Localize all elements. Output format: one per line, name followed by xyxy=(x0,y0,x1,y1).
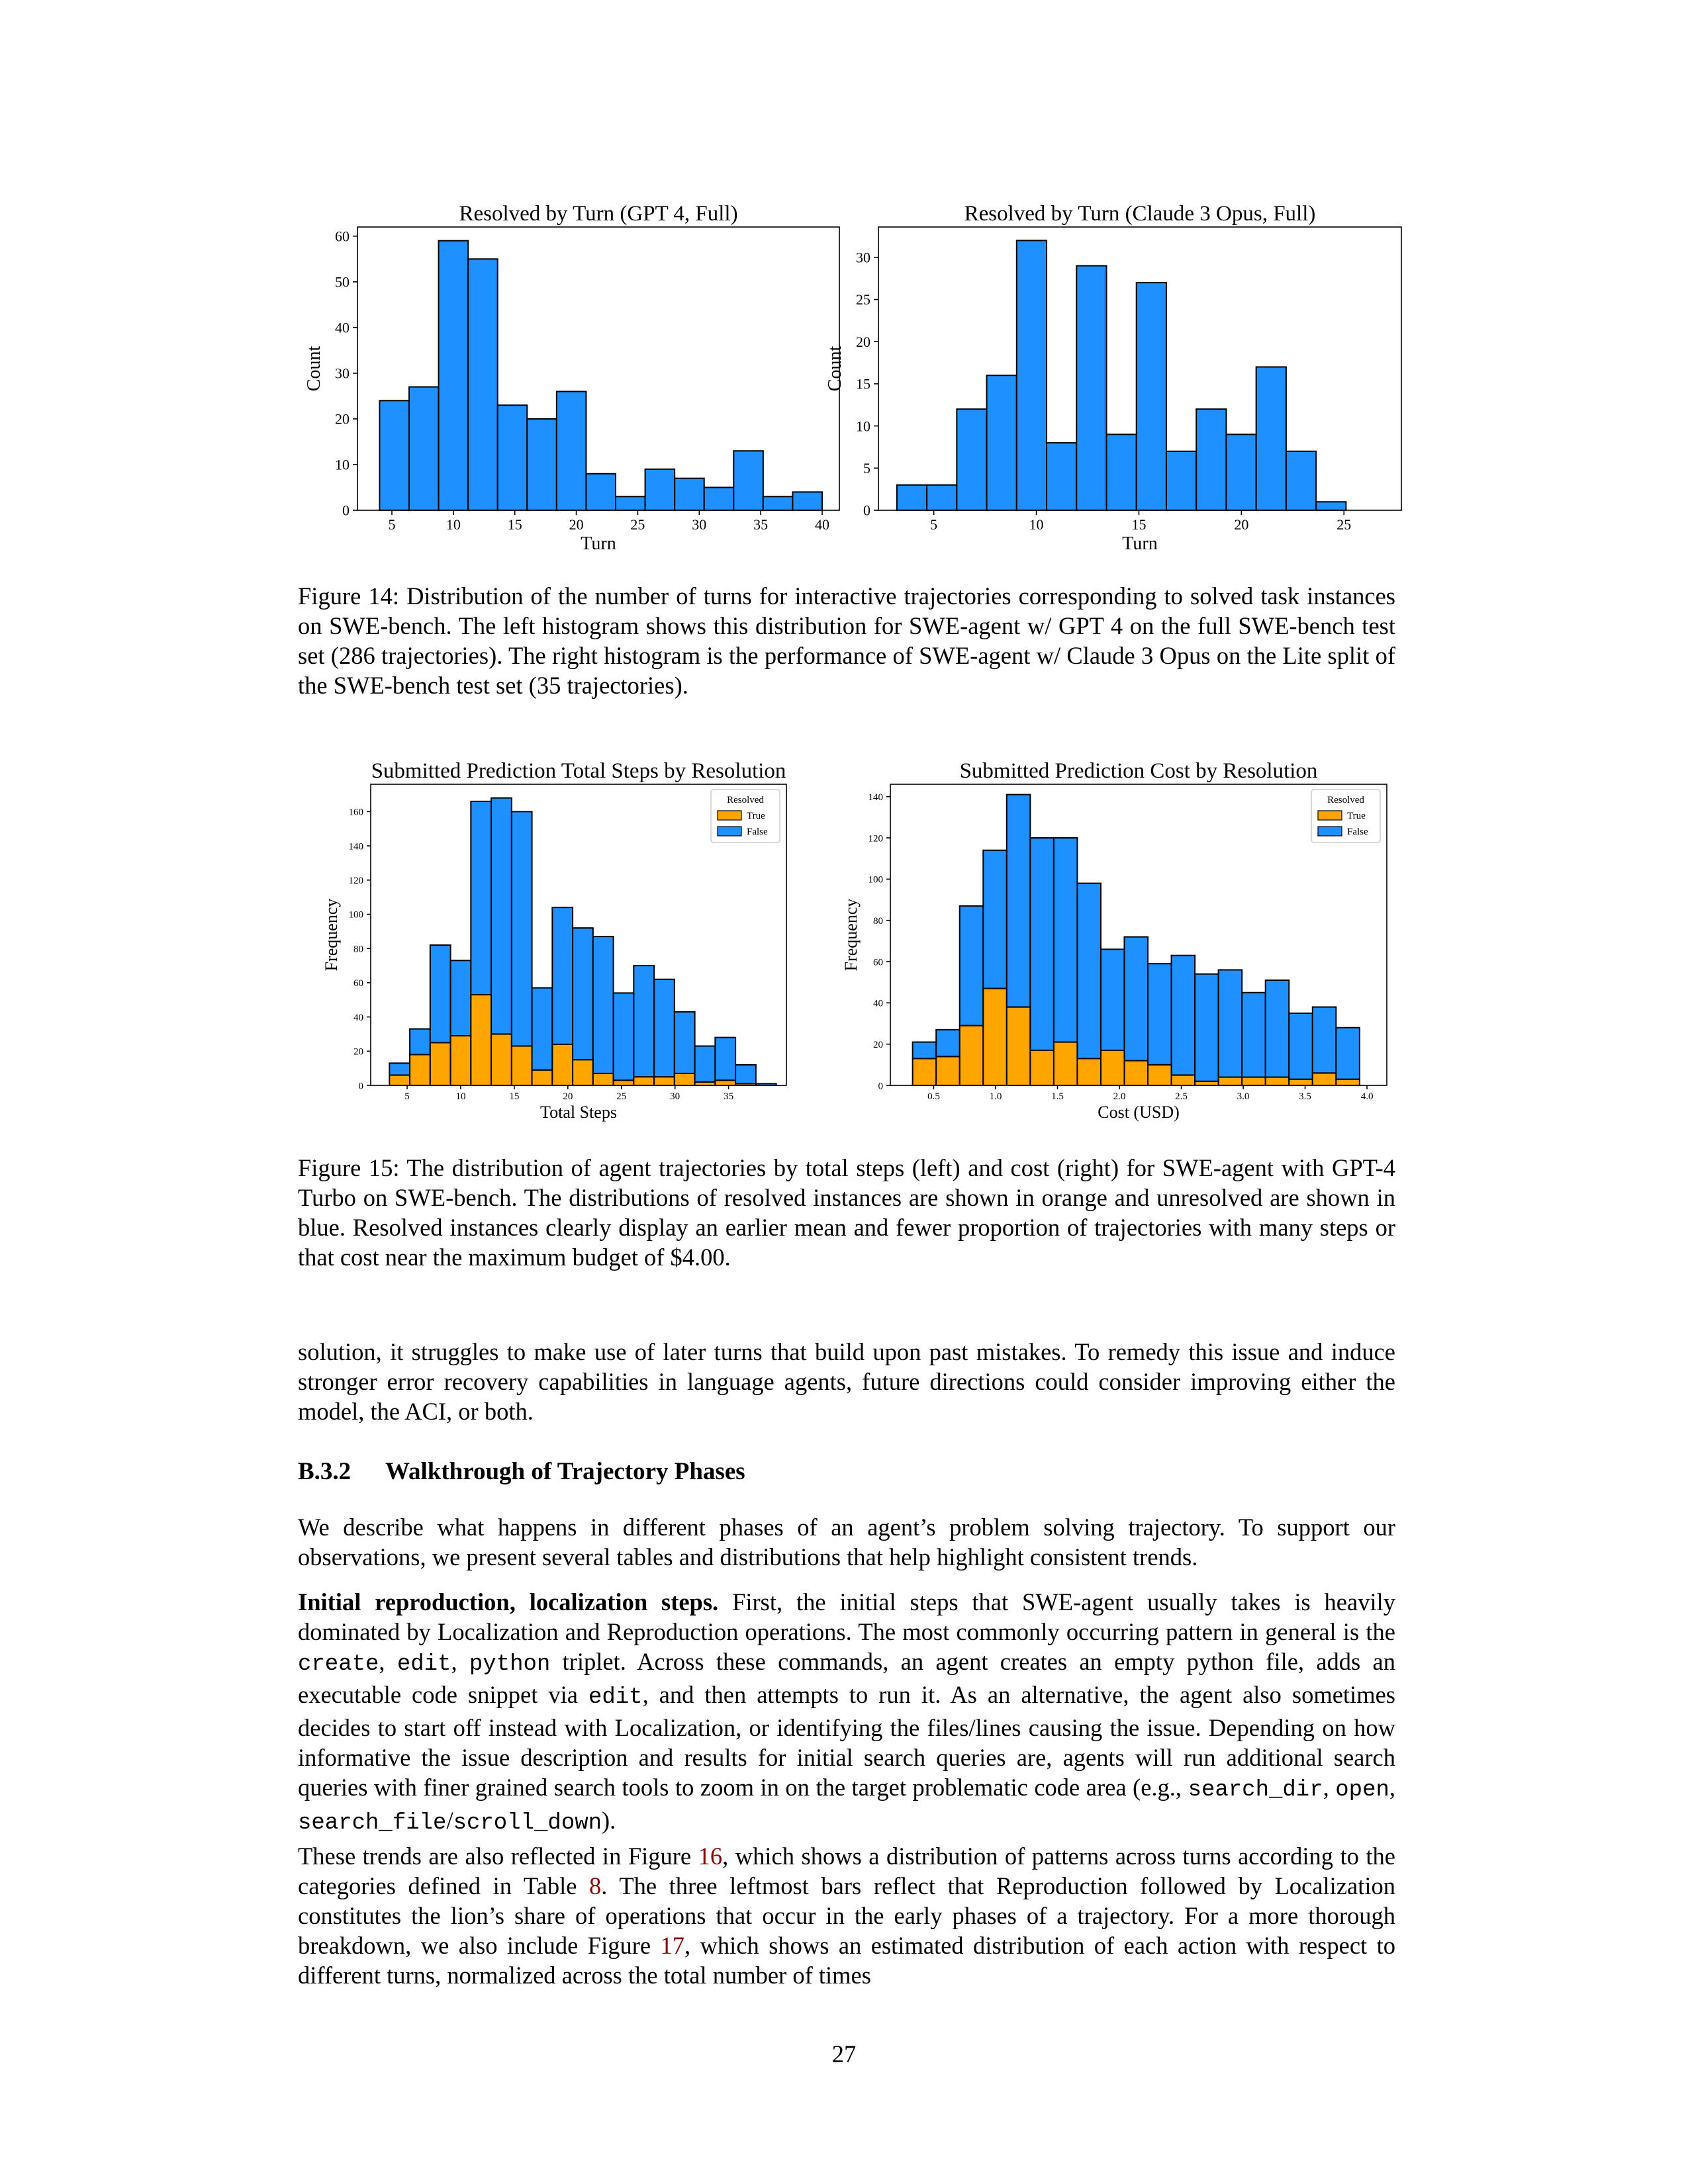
bar-resolved-true xyxy=(532,1070,553,1085)
x-tick-label: 3.0 xyxy=(1237,1091,1250,1102)
bar-resolved-false xyxy=(1007,795,1031,1007)
y-tick-label: 30 xyxy=(335,365,350,382)
bar-resolved-true xyxy=(936,1056,960,1085)
continuation-paragraph: solution, it struggles to make use of later turns that build upon past mistakes. To remedy this issue and induce stronger error recovery capabilities in language agents, future directions could consider improving either the model, the ACI, or both. xyxy=(298,1338,1395,1425)
bar-resolved-false xyxy=(1219,970,1243,1077)
chart-title: Resolved by Turn (Claude 3 Opus, Full) xyxy=(964,202,1316,226)
y-tick-label: 10 xyxy=(856,418,870,435)
bar-resolved-true xyxy=(1054,1042,1078,1085)
text-run: . The three leftmost bars reflect that Reproduction followed by Localization constitutes the lion’s share of operations that occur in the early phases of a trajectory. For a more thorough breakdown, we also include Figure xyxy=(298,1872,1395,1959)
bar-resolved-false xyxy=(715,1038,735,1081)
x-tick-label: 30 xyxy=(692,516,707,533)
bar-resolved-false xyxy=(960,906,984,1026)
x-tick-label: 20 xyxy=(1234,516,1249,533)
x-tick-label: 2.5 xyxy=(1175,1091,1188,1102)
x-tick-label: 1.5 xyxy=(1051,1091,1064,1102)
bar-resolved-true xyxy=(675,1073,695,1085)
text-run: , xyxy=(1323,1774,1336,1801)
bar-resolved-false xyxy=(1030,838,1054,1050)
histogram-bar xyxy=(792,492,822,510)
histogram-claude-turns xyxy=(825,195,1407,566)
histogram-bar xyxy=(409,387,439,510)
bar-resolved-true xyxy=(389,1075,410,1085)
bar-resolved-true xyxy=(913,1058,937,1085)
x-axis-label: Turn xyxy=(1122,533,1158,554)
y-tick-label: 50 xyxy=(335,273,350,291)
legend-swatch xyxy=(1318,811,1342,820)
histogram-cost xyxy=(831,748,1407,1145)
chart-title: Submitted Prediction Total Steps by Resolution xyxy=(371,759,786,783)
histogram-bar xyxy=(1196,409,1226,510)
bar-resolved-true xyxy=(573,1060,593,1085)
histogram-bar xyxy=(733,451,763,510)
text-run: , xyxy=(379,1648,397,1675)
y-tick-label: 80 xyxy=(873,915,883,927)
figure-15-right-chart xyxy=(831,748,1407,1145)
bar-resolved-false xyxy=(1313,1007,1336,1073)
bar-resolved-false xyxy=(1195,974,1219,1081)
bar-resolved-true xyxy=(715,1080,735,1085)
x-tick-label: 30 xyxy=(670,1091,680,1102)
bar-resolved-false xyxy=(1242,993,1266,1077)
section-heading xyxy=(298,1457,745,1486)
x-tick-label: 25 xyxy=(1336,516,1352,533)
trends-paragraph xyxy=(298,1841,1395,1990)
code-search-dir: search_dir xyxy=(1188,1778,1323,1803)
bar-resolved-true xyxy=(1148,1065,1172,1085)
legend-swatch xyxy=(718,827,741,836)
bar-resolved-true xyxy=(552,1044,573,1085)
legend-swatch xyxy=(718,811,741,820)
histogram-bar xyxy=(468,259,498,510)
figure-14-caption: Figure 14: Distribution of the number of turns for interactive trajectories corresponding to solved task instances on SWE-bench. The left histogram shows this distribution for SWE-agent w/ GPT 4 on the full SWE-bench test set (286 trajectories). The right histogram is the performance of SWE-agent w/ Claude 3 Opus on the Lite split of the SWE-bench test set (35 trajectories). xyxy=(298,582,1395,699)
histogram-total-steps xyxy=(291,748,841,1145)
x-tick-label: 4.0 xyxy=(1360,1091,1374,1102)
x-tick-label: 20 xyxy=(569,516,584,533)
page-number: 27 xyxy=(831,2040,857,2068)
bar-resolved-true xyxy=(983,989,1007,1085)
bar-resolved-true xyxy=(512,1046,532,1085)
legend-entry: False xyxy=(1347,827,1368,837)
bar-resolved-false xyxy=(593,936,614,1073)
bar-resolved-false xyxy=(573,928,593,1060)
histogram-bar xyxy=(897,485,927,510)
bar-resolved-false xyxy=(936,1030,960,1057)
code-search-file: search_file xyxy=(298,1811,447,1836)
bar-resolved-false xyxy=(1289,1013,1313,1079)
bar-resolved-false xyxy=(1172,956,1196,1075)
y-tick-label: 20 xyxy=(353,1046,363,1058)
y-tick-label: 140 xyxy=(348,841,363,852)
localization-paragraph xyxy=(298,1587,1395,1839)
x-tick-label: 10 xyxy=(455,1091,466,1102)
figure-14-right-chart xyxy=(825,195,1407,566)
text-run: , which shows an estimated distribution of each action with respect to different turns, normalized across the total number of times xyxy=(298,1932,1395,1989)
text-run: triplet. Across these commands, an agent creates an empty python file, adds an executable code snippet via xyxy=(298,1648,1395,1708)
y-tick-label: 0 xyxy=(358,1081,363,1092)
histogram-bar xyxy=(645,469,675,510)
x-tick-label: 20 xyxy=(563,1091,573,1102)
bar-resolved-false xyxy=(512,811,532,1046)
bar-resolved-false xyxy=(1101,949,1125,1050)
bar-resolved-false xyxy=(695,1046,716,1082)
bar-resolved-false xyxy=(1077,884,1101,1059)
y-tick-label: 120 xyxy=(348,876,363,887)
text-run: , xyxy=(451,1648,469,1675)
x-tick-label: 5 xyxy=(930,516,938,533)
x-tick-label: 10 xyxy=(445,516,461,533)
bar-resolved-false xyxy=(735,1065,756,1083)
x-tick-label: 15 xyxy=(1131,516,1147,533)
y-tick-label: 20 xyxy=(873,1039,883,1050)
x-tick-label: 25 xyxy=(630,516,645,533)
x-tick-label: 2.0 xyxy=(1113,1091,1126,1102)
histogram-bar xyxy=(927,485,957,510)
bar-resolved-true xyxy=(1030,1050,1054,1085)
histogram-bar xyxy=(557,392,586,510)
legend-title: Resolved xyxy=(1327,795,1364,805)
bar-resolved-false xyxy=(410,1029,430,1055)
bar-resolved-false xyxy=(1054,838,1078,1042)
bar-resolved-true xyxy=(1101,1050,1125,1085)
bar-resolved-false xyxy=(451,960,471,1036)
histogram-bar xyxy=(439,241,469,510)
x-tick-label: 3.5 xyxy=(1299,1091,1311,1102)
bar-resolved-true xyxy=(1266,1077,1289,1085)
bar-resolved-true xyxy=(1313,1073,1336,1085)
text-run: , which shows a distribution of patterns across turns according to the categories defined in Table xyxy=(298,1843,1395,1899)
y-tick-label: 60 xyxy=(335,228,350,245)
text-run: First, the initial steps that SWE-agent usually takes is heavily dominated by Localization and Reproduction operations. The most commonly occurring pattern in general is the xyxy=(298,1588,1395,1645)
legend xyxy=(1311,790,1380,842)
y-tick-label: 160 xyxy=(348,807,363,818)
text-run: , xyxy=(1389,1774,1396,1801)
bar-resolved-false xyxy=(614,993,634,1080)
y-tick-label: 120 xyxy=(868,833,883,844)
histogram-bar xyxy=(1076,266,1106,510)
y-tick-label: 60 xyxy=(353,978,363,989)
code-create: create xyxy=(298,1652,379,1677)
figure-17-link[interactable]: 17 xyxy=(660,1932,685,1959)
figure-14-left-chart xyxy=(291,195,854,566)
x-axis-label: Turn xyxy=(581,533,616,554)
figure-16-link[interactable]: 16 xyxy=(698,1843,723,1870)
histogram-bar xyxy=(616,496,645,510)
bar-resolved-false xyxy=(913,1042,937,1059)
histogram-bar xyxy=(586,474,616,510)
y-tick-label: 40 xyxy=(335,319,350,336)
bar-resolved-false xyxy=(1266,980,1289,1077)
y-tick-label: 60 xyxy=(873,957,883,968)
y-axis-label: Frequency xyxy=(841,898,861,972)
section-number: B.3.2 xyxy=(298,1458,352,1485)
y-tick-label: 40 xyxy=(353,1012,363,1023)
y-tick-label: 80 xyxy=(353,944,363,955)
bar-resolved-true xyxy=(430,1042,451,1085)
x-tick-label: 35 xyxy=(724,1091,734,1102)
histogram-bar xyxy=(987,375,1017,510)
legend-entry: False xyxy=(747,827,768,837)
histogram-bar xyxy=(1286,451,1316,510)
histogram-bar xyxy=(1316,502,1346,510)
bar-resolved-false xyxy=(389,1063,410,1075)
x-axis-label: Cost (USD) xyxy=(1098,1103,1180,1122)
bar-resolved-true xyxy=(1007,1007,1031,1085)
histogram-bar xyxy=(1226,434,1256,510)
code-edit: edit xyxy=(588,1685,643,1710)
histogram-bar xyxy=(1256,367,1286,510)
histogram-bar xyxy=(379,400,409,510)
histogram-bar xyxy=(675,478,704,510)
y-tick-label: 40 xyxy=(873,998,883,1009)
y-tick-label: 30 xyxy=(856,249,870,266)
section-title: Walkthrough of Trajectory Phases xyxy=(385,1458,745,1485)
bar-resolved-true xyxy=(654,1077,675,1085)
bar-resolved-false xyxy=(983,850,1007,989)
bar-resolved-true xyxy=(960,1026,984,1085)
legend-entry: True xyxy=(747,811,765,821)
histogram-bar xyxy=(1047,443,1076,510)
paragraph-lead: Initial reproduction, localization steps. xyxy=(298,1588,719,1615)
text-run: ). xyxy=(602,1807,616,1834)
histogram-bar xyxy=(1137,283,1166,510)
histogram-bar xyxy=(1017,240,1047,510)
y-tick-label: 100 xyxy=(868,874,883,886)
histogram-bar xyxy=(763,496,793,510)
figure-15-left-chart xyxy=(291,748,841,1145)
legend-entry: True xyxy=(1347,811,1366,821)
bar-resolved-false xyxy=(633,966,654,1077)
bar-resolved-false xyxy=(1336,1028,1360,1079)
bar-resolved-false xyxy=(532,988,553,1070)
text-run: / xyxy=(446,1807,453,1834)
y-axis-label: Frequency xyxy=(322,898,341,972)
histogram-bar xyxy=(704,487,734,510)
legend-swatch xyxy=(1318,827,1342,836)
bar-resolved-false xyxy=(430,945,451,1042)
y-tick-label: 15 xyxy=(856,375,870,392)
histogram-bar xyxy=(1107,434,1137,510)
histogram-bar xyxy=(498,405,528,510)
y-tick-label: 0 xyxy=(878,1081,883,1092)
x-tick-label: 5 xyxy=(404,1091,410,1102)
x-axis-label: Total Steps xyxy=(540,1103,617,1122)
table-8-link[interactable]: 8 xyxy=(589,1872,602,1899)
bar-resolved-false xyxy=(654,979,675,1077)
histogram-bar xyxy=(1166,451,1196,510)
bar-resolved-false xyxy=(1148,964,1172,1065)
bar-resolved-true xyxy=(451,1036,471,1085)
y-axis-label: Count xyxy=(825,345,845,392)
bar-resolved-true xyxy=(410,1054,430,1085)
bar-resolved-false xyxy=(1124,937,1148,1061)
y-tick-label: 0 xyxy=(863,502,870,519)
y-tick-label: 100 xyxy=(348,909,363,921)
y-axis-label: Count xyxy=(304,345,324,392)
code-scroll-down: scroll_down xyxy=(453,1811,602,1836)
chart-title: Resolved by Turn (GPT 4, Full) xyxy=(459,202,738,226)
bar-resolved-true xyxy=(491,1034,512,1085)
bar-resolved-true xyxy=(593,1073,614,1085)
bar-resolved-true xyxy=(1242,1077,1266,1085)
bar-resolved-true xyxy=(614,1080,634,1085)
legend-title: Resolved xyxy=(727,795,764,805)
bar-resolved-true xyxy=(633,1077,654,1085)
histogram-bar xyxy=(527,419,557,510)
bar-resolved-true xyxy=(1336,1079,1360,1085)
bar-resolved-false xyxy=(552,907,573,1044)
x-tick-label: 1.0 xyxy=(989,1091,1002,1102)
x-tick-label: 0.5 xyxy=(927,1091,940,1102)
x-tick-label: 40 xyxy=(815,516,829,533)
bar-resolved-true xyxy=(1219,1077,1243,1085)
histogram-bar xyxy=(957,409,986,510)
x-tick-label: 5 xyxy=(388,516,396,533)
x-tick-label: 25 xyxy=(616,1091,627,1102)
legend xyxy=(711,790,780,842)
bar-resolved-true xyxy=(1289,1079,1313,1085)
code-open: open xyxy=(1335,1778,1389,1803)
bar-resolved-true xyxy=(1077,1058,1101,1085)
code-edit: edit xyxy=(397,1652,451,1677)
bar-resolved-true xyxy=(1124,1061,1148,1085)
text-run: These trends are also reflected in Figure xyxy=(298,1843,698,1870)
figure-15-caption: Figure 15: The distribution of agent trajectories by total steps (left) and cost (right) for SWE-agent with GPT-4 Turbo on SWE-bench. The distributions of resolved instances are shown in orange and unresolved are shown in blue. Resolved instances clearly display an earlier mean and fewer proportion of trajectories with many steps or that cost near the maximum budget of $4.00. xyxy=(298,1154,1395,1271)
histogram-gpt4-turns xyxy=(291,195,854,566)
bar-resolved-true xyxy=(471,995,491,1085)
y-tick-label: 20 xyxy=(335,410,350,428)
y-tick-label: 10 xyxy=(335,456,350,473)
chart-title: Submitted Prediction Cost by Resolution xyxy=(959,759,1318,783)
x-tick-label: 35 xyxy=(753,516,769,533)
bar-resolved-true xyxy=(1172,1075,1196,1085)
x-tick-label: 10 xyxy=(1029,516,1044,533)
code-python: python xyxy=(469,1652,551,1677)
y-tick-label: 25 xyxy=(856,291,870,308)
bar-resolved-false xyxy=(491,798,512,1034)
y-tick-label: 0 xyxy=(342,502,350,519)
text-run: , and then attempts to run it. As an alternative, the agent also sometimes decides to start off instead with Localization, or identifying the files/lines causing the issue. Depending on how informative the issue description and results for initial search queries are, agents will run additional search queries with finer grained search tools to zoom in on the target problematic code area (e.g., xyxy=(298,1681,1395,1801)
x-tick-label: 15 xyxy=(507,516,522,533)
y-tick-label: 140 xyxy=(868,792,883,803)
bar-resolved-false xyxy=(471,801,491,995)
bar-resolved-false xyxy=(675,1012,695,1073)
y-tick-label: 5 xyxy=(863,460,870,477)
x-tick-label: 15 xyxy=(509,1091,520,1102)
y-tick-label: 20 xyxy=(856,333,870,350)
intro-paragraph: We describe what happens in different phases of an agent’s problem solving trajectory. To support our observations, we present several tables and distributions that help highlight consistent trends. xyxy=(298,1514,1395,1570)
